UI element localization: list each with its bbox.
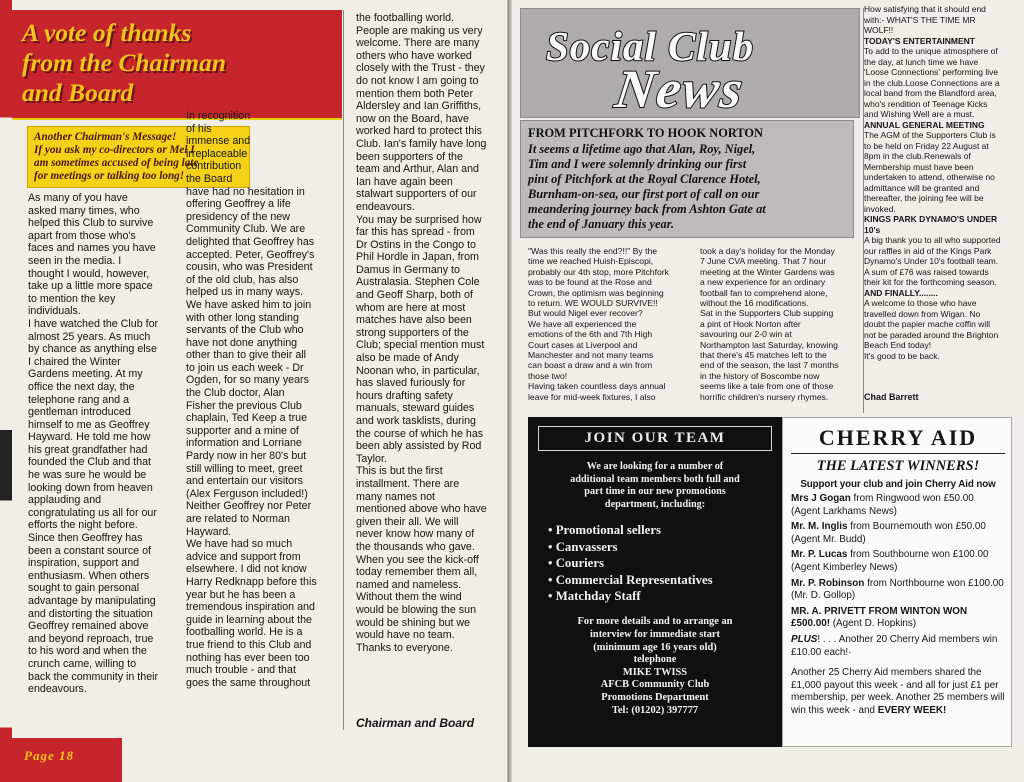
article-line: In recognition (186, 110, 251, 122)
article-line: delighted that Geoffrey has (186, 235, 315, 248)
sidebar-line: to be held on Friday 22 August at (864, 140, 989, 151)
article-line: Gardens meeting. At my (28, 368, 143, 381)
join-role: • Commercial Representatives (548, 572, 782, 588)
news-title: News (611, 59, 749, 119)
article-line: offering Geoffrey a life (186, 198, 291, 211)
note-line: am sometimes accused of being late (34, 157, 199, 169)
join-contact-line: Promotions Department (601, 691, 709, 703)
story-line: can boast a draw and a win from (528, 360, 653, 371)
article-line: This is but the first (356, 465, 443, 478)
story-line: football fan to comprehend alone, (700, 287, 828, 298)
article-line: People are making us very (356, 24, 483, 37)
article-line: endeavours. (28, 683, 87, 696)
note-line: Another Chairman's Message! (34, 131, 177, 143)
article-line: founded the Club and that (28, 456, 152, 469)
join-intro (546, 461, 764, 511)
cherry-aid-subtitle: THE LATEST WINNERS! (816, 458, 980, 474)
article-line: Community Club. We are (186, 223, 306, 236)
article-line: has slaved furiously for (356, 377, 466, 390)
article-line: almost 25 years. As much (28, 330, 151, 343)
article-line: stalwart supporters of our (356, 188, 477, 201)
pitchfork-intro (528, 142, 846, 232)
article-line: information and Lorriane (186, 437, 302, 450)
story-line: savouring our 2-0 win at (700, 329, 792, 340)
sidebar-signature: Chad Barrett (864, 392, 919, 402)
join-intro-line: part time in our new promotions (584, 486, 726, 498)
article-line: enthusiasm. When others (28, 569, 150, 582)
article-line: to mention the key (28, 292, 116, 305)
article-line: installment. There are (356, 477, 460, 490)
headline-line: and Board (22, 78, 134, 107)
article-line: hours drafting safety (356, 389, 453, 402)
article-line: chaplain, Ted Keep a true (186, 412, 308, 425)
story-column-2 (700, 246, 860, 402)
article-column-3 (356, 12, 506, 654)
article-line: When you see the kick-off (356, 553, 479, 566)
winner-entry (791, 521, 1005, 546)
sidebar-line: A welcome to those who have (864, 298, 977, 308)
article-line: telephone rang and a (28, 393, 130, 406)
article-line: the Board (186, 172, 233, 185)
join-intro-line: We are looking for a number of (586, 461, 724, 472)
article-line: guide in learning about the (186, 613, 312, 626)
article-line: inspiration, support and (28, 557, 140, 570)
article-line: applauding and (28, 494, 102, 507)
article-line: Ogden, for so many years (186, 374, 309, 387)
page-number: Page 18 (24, 748, 74, 763)
article-line: Ian have again been (356, 175, 453, 188)
article-line: Harry Redknapp before this (186, 575, 317, 588)
story-line: end of the season, the last 7 months (700, 360, 839, 371)
winner-detail: from Bournemouth won £50.00 (Agent Mr. Budd) (791, 521, 986, 545)
article-line: the footballing world. (356, 12, 455, 24)
article-line: matches have also been (356, 314, 472, 327)
article-line: endeavours. (356, 200, 415, 213)
article-line: Noonan who, in particular, (356, 364, 480, 377)
article-line: of his (186, 122, 212, 135)
join-title: JOIN OUR TEAM (538, 426, 772, 451)
cherry-aid-title: CHERRY AID (791, 425, 1005, 454)
join-our-team-ad (528, 417, 782, 747)
article-line: crunch came, willing to (28, 657, 137, 670)
article-line: irreplaceable (186, 147, 248, 160)
story-line: emotions of the 6th and 7th High (528, 329, 653, 340)
story-line: took a day's holiday for the Monday (700, 246, 835, 256)
article-line: I have watched the Club for (28, 317, 159, 330)
article-line: Fisher the previous Club (186, 399, 302, 412)
article-line: have had no hesitation in (186, 185, 305, 198)
sidebar-line: our raffles in aid of the Kings Park (864, 245, 992, 256)
join-roles-list (548, 522, 782, 604)
intro-line: Tim and I were solemnly drinking our first (528, 157, 747, 171)
story-line: Having taken countless days annual (528, 381, 666, 392)
article-line: been ably assisted by Rod (356, 440, 482, 453)
join-role: • Matchday Staff (548, 588, 782, 604)
intro-line: pint of Pitchfork at the Royal Clarence Hotel, (528, 172, 761, 186)
article-line: take up a little more space (28, 280, 153, 293)
story-line: "Was this really the end?!!" By the (528, 246, 658, 256)
right-page (512, 0, 1024, 782)
intro-line: Burnham-on-sea, our first port of call on our (528, 187, 760, 201)
article-line: strong supporters of the (356, 326, 469, 339)
story-line: seems like a tale from one of those (700, 381, 834, 392)
article-line: team and Arthur, Alan and (356, 163, 479, 176)
pitchfork-heading: FROM PITCHFORK TO HOOK NORTON (528, 126, 764, 140)
article-line: much trouble - and that (186, 664, 296, 677)
note-line: If you ask my co-directors or Mel I (34, 144, 195, 156)
article-line: closely with the Trust - they (356, 62, 485, 75)
article-line: faces and names you have (28, 242, 156, 255)
sidebar-line: It's good to be back. (864, 350, 940, 361)
winner-entry (791, 549, 1005, 574)
article-line: mention them both Peter (356, 87, 474, 100)
article-line: Pardy now in her 80's but (186, 450, 307, 463)
sidebar-line: Dynamo's Under 10's football team. (864, 256, 999, 266)
story-line: Manchester and not many teams (528, 350, 654, 361)
story-line: a new experience for an ordinary (700, 277, 826, 288)
intro-line: It seems a lifetime ago that Alan, Roy, Nigel, (528, 142, 756, 156)
join-intro-line: department, including: (604, 498, 706, 510)
article-line: Taylor. (356, 452, 387, 465)
plus-label: PLUS (791, 633, 818, 645)
article-line: many names not (356, 490, 436, 503)
intro-line: the end of January this year. (528, 217, 674, 231)
article-line: We have asked him to join (186, 298, 312, 311)
story-line: that there's 45 matches left to the (700, 350, 827, 361)
sidebar-line: Membership must have been (864, 161, 974, 172)
article-line: Aldersley and Ian Griffiths, (356, 100, 482, 113)
article-line: Neither Geoffrey nor Peter (186, 500, 312, 513)
article-line: never know how many of (356, 528, 475, 541)
story-line: Sat in the Supporters Club supping (700, 308, 834, 319)
join-contact-line: telephone (633, 654, 677, 666)
article-line: and distorting the situation (28, 607, 153, 620)
article-line: goes the same throughout (186, 676, 311, 689)
sidebar-line: Beach End today! (864, 340, 932, 350)
sidebar-line: with:- WHAT'S THE TIME MR (864, 14, 976, 25)
closing-line (791, 667, 1005, 717)
join-contact-line: interview for immediate start (590, 629, 720, 640)
winner-entry (791, 606, 1005, 631)
red-edge-stripe (0, 0, 12, 782)
article-line: named and nameless. (356, 578, 462, 591)
page-headline (22, 18, 340, 108)
article-line: sought to gain personal (28, 582, 140, 595)
winner-entry (791, 493, 1005, 518)
join-contact-line: (minimum age 16 years old) (593, 641, 717, 653)
article-line: supporter and a mine of (186, 424, 299, 437)
article-line: been a constant source of (28, 544, 151, 557)
sidebar-line: thereafter, the joining fee will be (864, 193, 984, 203)
article-line: looking down from heaven (28, 481, 153, 494)
sidebar-line: their kit for the forthcoming season. (864, 277, 997, 287)
headline-line: from the Chairman (22, 48, 227, 77)
article-line: mentioned above who have (356, 503, 487, 516)
join-role: • Couriers (548, 555, 782, 571)
article-line: We have had so much (186, 538, 293, 551)
article-line: back the community in their (28, 670, 159, 683)
article-line: footballing world. He is a (186, 626, 303, 639)
article-line: immense and (186, 135, 251, 148)
sidebar-line: How satisfying that it should end (864, 4, 986, 14)
sidebar-line: doubt the papier mache coffin will (864, 319, 991, 329)
story-line: a pint of Hook Norton after (700, 318, 801, 329)
article-line: by chance as anything else (28, 343, 157, 356)
article-line: (Alex Ferguson included!) (186, 487, 308, 500)
article-line: apart from those who's (28, 229, 136, 242)
cherry-aid-box (782, 417, 1012, 747)
article-line: worked hard to protect this (356, 125, 482, 138)
article-line: true friend to this Club and (186, 638, 312, 651)
article-line: gentleman introduced (28, 406, 131, 419)
article-line: the thousands who gave. (356, 540, 475, 553)
page-number-tab (0, 738, 122, 782)
article-line: advantage by manipulating (28, 595, 156, 607)
sidebar-line: To add to the unique atmosphere of (864, 46, 998, 56)
article-line: himself to me as Geoffrey (28, 418, 150, 431)
article-line: and entertain our visitors (186, 475, 304, 488)
sidebar-line: local band from the Blandford area, (864, 88, 997, 98)
article-line: others who have worked (356, 49, 472, 62)
column-divider (343, 10, 344, 730)
article-line: presidency of the new (186, 210, 290, 223)
article-line: and Geoff Sharp, both of (356, 289, 473, 302)
article-line: Hayward. (186, 525, 232, 538)
headline-banner (12, 10, 342, 120)
join-contact (528, 616, 782, 717)
article-line: to join us each week - Dr (186, 361, 304, 374)
sidebar-heading: 10's (864, 224, 881, 235)
intro-line: meandering journey back from Ashton Gate at (528, 202, 766, 216)
article-line: he was sure he would be (28, 469, 147, 482)
join-intro-line: additional team members both full and (570, 473, 740, 485)
article-line: asked many times, who (28, 204, 140, 217)
article-line: As many of you have (28, 192, 128, 204)
article-line: the Club doctor, Alan (186, 387, 285, 400)
sidebar-line: 'Loose Connections' performing live (864, 67, 999, 77)
article-line: today remember them all, (356, 566, 478, 579)
join-contact-line: AFCB Community Club (600, 679, 710, 691)
article-line: Damus in Germany to (356, 263, 460, 276)
join-contact-line: MIKE TWISS (622, 666, 688, 678)
sidebar-line: invoked. (864, 203, 896, 214)
article-line: nothing has ever been too (186, 651, 310, 664)
story-line: But would Nigel ever recover? (528, 308, 643, 319)
story-line: in the history of Boscombe now (700, 370, 820, 381)
article-line: the course of which he has (356, 427, 484, 440)
article-line: have not done anything (186, 336, 298, 349)
sidebar-line: undertaken to attend, otherwise no (864, 172, 995, 182)
sidebar-heading: ANNUAL GENERAL MEETING (864, 119, 985, 130)
article-line: servants of the Club who (186, 324, 304, 337)
winner-name: Mr. M. Inglis (791, 521, 848, 533)
article-line: Hayward. He told me how (28, 431, 151, 444)
closing-text: Another 25 Cherry Aid members shared the £1,000 payout this week - and all for just £1 per membership, per week. Another 25 members will win this week - and (791, 667, 1005, 716)
note-line: for meetings or talking too long! (34, 170, 185, 182)
article-line: would be blowing the sun (356, 603, 477, 616)
social-club-title: Social Club (546, 23, 755, 69)
sidebar-line: who's rendition of Teenage Kicks (864, 98, 988, 109)
pitchfork-intro-box (520, 120, 854, 238)
story-line: Crown, the optimism was beginning (528, 287, 664, 298)
winners-list (791, 493, 1005, 631)
social-club-banner (520, 8, 860, 118)
winner-name: Mr. P. Lucas (791, 549, 848, 561)
closing-bold: EVERY WEEK! (877, 704, 947, 716)
headline-line: A vote of thanks (22, 18, 192, 47)
sidebar-line: A big thank you to all who supported (864, 235, 1001, 245)
article-line: efforts the night before. (28, 519, 138, 532)
article-line: helped us in many ways. (186, 286, 304, 299)
article-line: year but he has been a (186, 588, 296, 601)
left-page (0, 0, 508, 782)
sidebar-line: in the club.Loose Connections are a (864, 77, 1000, 88)
article-line: also be made of Andy (356, 352, 459, 365)
story-line: horrific children's nursery rhymes. (700, 391, 829, 402)
article-line: and work tasklists, during (356, 415, 476, 427)
article-line: thought I would, however, (28, 267, 150, 280)
article-column-2 (186, 110, 342, 689)
article-line: would have no team. (356, 629, 455, 642)
article-column-1 (28, 192, 178, 696)
article-line: still willing to meet, greet (186, 462, 303, 475)
article-line: with other long standing (186, 311, 299, 324)
social-sidebar (864, 4, 1020, 361)
winner-detail: from Southbourne won £100.00 (Agent Kimberley News) (791, 549, 989, 573)
sidebar-line: not be paraded around the Brighton (864, 329, 999, 340)
winner-detail: from Northbourne won £100.00 (Mr. D. Gollop) (791, 577, 1004, 602)
story-line: to return. WE WOULD SURVIVE!! (528, 298, 658, 309)
article-line: of the old club, has also (186, 273, 299, 286)
sidebar-line: 8pm in the club.Renewals of (864, 151, 971, 161)
article-line: Club; special mention must (356, 339, 485, 352)
article-line: cousin, who was President (186, 261, 313, 274)
article-line: other than to give their all (186, 349, 307, 362)
article-line: Australasia. Stephen Cole (356, 276, 480, 289)
story-line: Northampton last Saturday, knowing (700, 339, 838, 350)
article-line: You may be surprised how (356, 213, 482, 226)
article-line: contribution (186, 160, 242, 173)
article-line: and beyond reproach, true (28, 632, 154, 645)
winner-entry (791, 578, 1005, 603)
join-contact-line: For more details and to arrange an (577, 616, 733, 628)
sidebar-line: and Wishing Well are a must. (864, 109, 975, 119)
sidebar-heading: AND FINALLY........ (864, 287, 938, 298)
story-column-1 (528, 246, 696, 402)
winner-detail: from Ringwood won £50.00 (Agent Larkhams News) (791, 493, 974, 517)
sidebar-heading: TODAY'S ENTERTAINMENT (864, 35, 975, 46)
article-line: manuals, steward guides (356, 402, 475, 415)
article-line: are related to Norman (186, 513, 290, 525)
story-line: We have all experienced the (528, 318, 637, 329)
story-line: meeting at the Winter Gardens was (700, 266, 835, 277)
article-line: I chaired the Winter (28, 355, 121, 368)
article-line: accepted. Peter, Geoffrey's (186, 248, 315, 261)
article-line: Since then Geoffrey has (28, 532, 143, 545)
sidebar-heading: KINGS PARK DYNAMO'S UNDER (864, 214, 998, 224)
story-line: without the 16 modifications. (700, 298, 809, 309)
plus-text: ! . . . Another 20 Cherry Aid members win £10.00 each!· (791, 633, 998, 658)
winner-name: Mrs J Gogan (791, 493, 851, 504)
article-line: office the next day, the (28, 380, 135, 393)
story-line: 7 June CVA meeting. That 7 hour (700, 256, 827, 267)
sidebar-line: the day, at lunch time we have (864, 56, 979, 67)
join-role: • Canvassers (548, 539, 782, 555)
story-line: those two! (528, 370, 568, 381)
winner-detail: (Agent D. Hopkins) (829, 618, 917, 630)
article-line: Phil Hordle in Japan, from (356, 251, 479, 264)
article-line: individuals. (28, 305, 81, 318)
article-line: now on the Board, have (356, 112, 469, 125)
sidebar-line: admittance will be granted and (864, 182, 980, 193)
article-line: his great grandfather had (28, 443, 148, 456)
story-line: leave for mid-week fixtures, I also (528, 391, 656, 402)
winner-name: Mr. P. Robinson (791, 577, 865, 589)
article-line: would be shining but we (356, 616, 471, 629)
article-line: Thanks to everyone. (356, 641, 453, 654)
article-line: do not know I am going to (356, 74, 479, 87)
article-line: seen in the media. I (28, 254, 122, 267)
article-line: elsewhere. I did not know (186, 563, 307, 576)
article-line: tremendous inspiration and (186, 601, 315, 614)
story-line: probably our 4th stop, more Pitchfork (528, 266, 669, 277)
article-line: given their all. We will (356, 515, 459, 528)
article-line: Club. Ian's family have long (356, 137, 487, 150)
article-line: whom are here at most (356, 301, 466, 314)
story-line: time we reached Huish-Episcopi, (528, 256, 654, 267)
article-line: far this has spread - from (356, 226, 475, 239)
article-signature: Chairman and Board (356, 716, 475, 730)
article-line: been supporters of the (356, 150, 463, 163)
article-line: Dr Ostins in the Congo to (356, 238, 476, 251)
join-contact-line: Tel: (01202) 397777 (611, 704, 699, 716)
article-line: welcome. There are many (356, 37, 480, 50)
article-line: to his word and when the (28, 645, 147, 658)
plus-line (791, 634, 1005, 659)
article-line: helped this Club to survive (28, 217, 154, 230)
cherry-aid-tagline: Support your club and join Cherry Aid now (800, 479, 996, 490)
story-line: was to be found at the Rose and (528, 277, 652, 288)
winner-name: MR. A. PRIVETT FROM WINTON WON £500.00! (791, 605, 968, 630)
sidebar-line: A sum of £76 was raised towards (864, 266, 989, 277)
article-line: Geoffrey remained above (28, 620, 149, 633)
article-line: advice and support from (186, 550, 301, 563)
sidebar-line: WOLF!! (864, 25, 894, 35)
article-line: congratulating us all for our (28, 506, 157, 519)
join-role: • Promotional sellers (548, 522, 782, 538)
sidebar-line: The AGM of the Supporters Club is (864, 130, 996, 140)
story-line: Court cases at Liverpool and (528, 339, 638, 350)
sidebar-line: travelled down from Wigan. No (864, 308, 981, 319)
article-line: Without them the wind (356, 591, 462, 604)
